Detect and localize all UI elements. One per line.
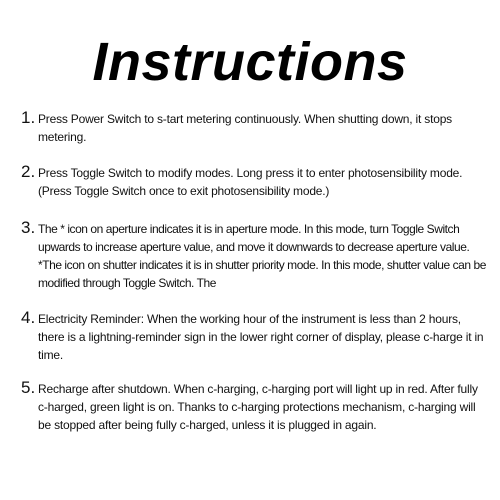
instruction-number: 3. bbox=[21, 218, 36, 237]
instruction-number: 2. bbox=[21, 162, 36, 181]
instruction-text: Press Toggle Switch to modify modes. Long press it to enter photosensibility mode. (Press Toggle Switch once to exit photosensibility mode.) bbox=[38, 166, 463, 198]
instruction-text: The * icon on aperture indicates it is in aperture mode. In this mode, turn Toggle Switch upwards to increase aperture value, and move it downwards to decrease aperture value. *The icon on shutter indicates it is in shutter priority mode. In this mode, shutter value can be modified through Toggle Switch. The bbox=[38, 222, 486, 290]
page-title: Instructions bbox=[92, 32, 408, 92]
instruction-number: 5. bbox=[21, 378, 36, 397]
instruction-text: Press Power Switch to s-tart metering continuously. When shutting down, it stops metering. bbox=[38, 112, 452, 144]
instruction-number: 1. bbox=[21, 108, 36, 127]
instruction-number: 4. bbox=[21, 308, 36, 327]
instruction-text: Recharge after shutdown. When c-harging, c-harging port will light up in red. After fully c-harged, green light is on. Thanks to c-harging protections mechanism, c-harging will be stopped after being fully c-harged, unless it is plugged in again. bbox=[38, 382, 478, 432]
instruction-text: Electricity Reminder: When the working hour of the instrument is less than 2 hours, there is a lightning-reminder sign in the lower right corner of display, please c-harge it in time. bbox=[38, 312, 484, 362]
